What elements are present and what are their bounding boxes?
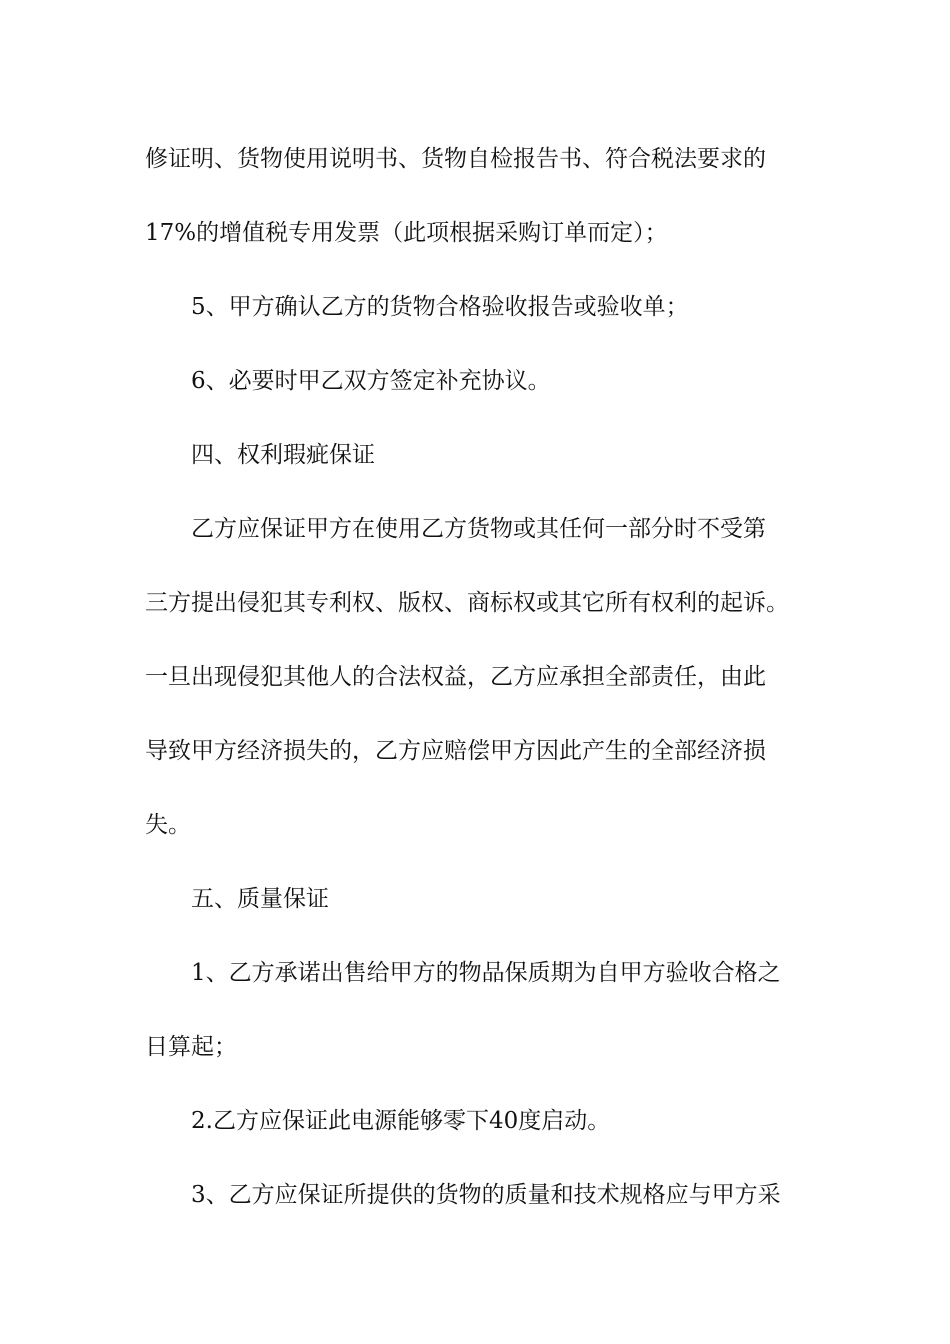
paragraph-line: 6、必要时甲乙双方签定补充协议。 bbox=[191, 368, 551, 394]
paragraph-line: 三方提出侵犯其专利权、版权、商标权或其它所有权利的起诉。 bbox=[145, 590, 789, 616]
paragraph-line: 乙方应保证甲方在使用乙方货物或其任何一部分时不受第 bbox=[191, 516, 766, 542]
paragraph-line: 3、乙方应保证所提供的货物的质量和技术规格应与甲方采 bbox=[191, 1182, 781, 1208]
paragraph-line: 17%的增值税专用发票（此项根据采购订单而定）； bbox=[145, 220, 668, 246]
document-body bbox=[145, 122, 810, 1232]
section-heading: 五、质量保证 bbox=[191, 886, 329, 912]
paragraph-line: 5、甲方确认乙方的货物合格验收报告或验收单； bbox=[191, 294, 689, 320]
section-heading: 四、权利瑕疵保证 bbox=[191, 442, 375, 468]
paragraph-line: 日算起； bbox=[145, 1034, 237, 1060]
paragraph-line: 修证明、货物使用说明书、货物自检报告书、符合税法要求的 bbox=[145, 146, 766, 172]
paragraph-line: 2.乙方应保证此电源能够零下40度启动。 bbox=[191, 1108, 611, 1134]
paragraph-line: 导致甲方经济损失的，乙方应赔偿甲方因此产生的全部经济损 bbox=[145, 738, 766, 764]
paragraph-line: 一旦出现侵犯其他人的合法权益，乙方应承担全部责任，由此 bbox=[145, 664, 766, 690]
paragraph-line: 失。 bbox=[145, 812, 191, 838]
paragraph-line: 1、乙方承诺出售给甲方的物品保质期为自甲方验收合格之 bbox=[191, 960, 781, 986]
